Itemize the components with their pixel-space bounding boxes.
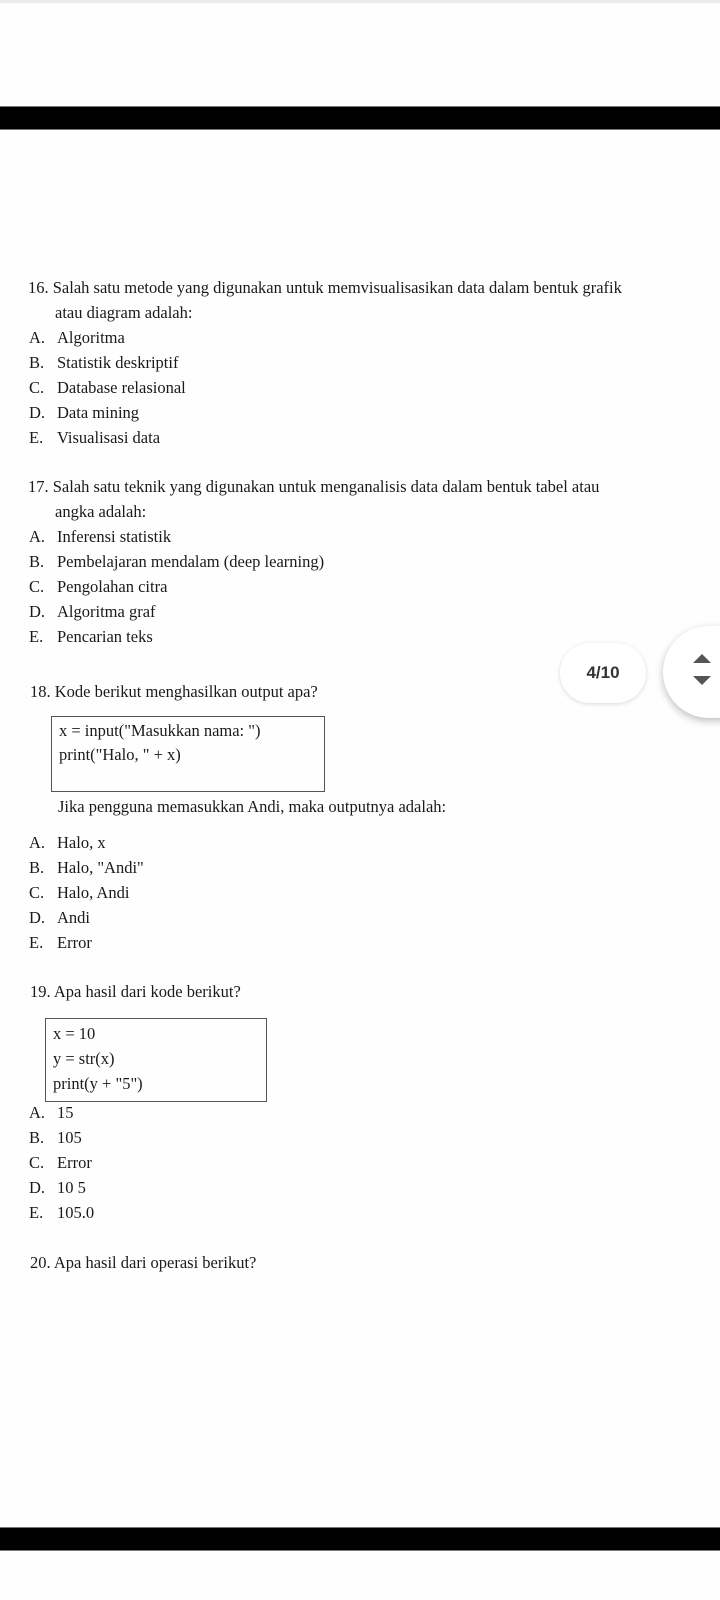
question-followup: Jika pengguna memasukkan Andi, maka outputnya adalah: (58, 797, 447, 816)
option-e: E. Pencarian teks (29, 627, 153, 646)
option-e: E. 105.0 (29, 1203, 95, 1222)
code-box (51, 716, 325, 792)
fast-scroll-handle[interactable] (663, 626, 720, 718)
option-a: A. Algoritma (29, 328, 125, 347)
option-c: C. Error (29, 1153, 92, 1172)
option-c: C. Database relasional (29, 378, 186, 397)
code-line: print("Halo, " + x) (59, 745, 181, 764)
option-b: B. 105 (29, 1128, 82, 1147)
page-indicator (560, 643, 646, 703)
option-a: A. Halo, x (29, 833, 106, 852)
option-b: B. Statistik deskriptif (29, 353, 179, 372)
option-d: D. Algoritma graf (29, 602, 156, 621)
option-b: B. Halo, "Andi" (29, 858, 144, 877)
option-a: A. 15 (29, 1103, 74, 1122)
option-e: E. Error (29, 933, 92, 952)
code-line: print(y + "5") (53, 1074, 143, 1093)
option-e: E. Visualisasi data (29, 428, 161, 447)
page-indicator-label: 4/10 (586, 663, 620, 682)
option-c: C. Pengolahan citra (29, 577, 168, 596)
question-text: 20. Apa hasil dari operasi berikut? (30, 1253, 257, 1272)
code-line: x = input("Masukkan nama: ") (59, 721, 261, 740)
option-b: B. Pembelajaran mendalam (deep learning) (29, 552, 325, 571)
option-d: D. Andi (29, 908, 90, 927)
option-c: C. Halo, Andi (29, 883, 130, 902)
scroll-up-icon (693, 654, 711, 663)
page-separator-bottom (0, 1527, 720, 1551)
page-separator-top (0, 106, 720, 130)
option-d: D. 10 5 (29, 1178, 86, 1197)
question-text-cont: atau diagram adalah: (55, 303, 193, 322)
scroll-down-icon (693, 676, 711, 685)
question-text: 16. Salah satu metode yang digunakan untuk memvisualisasikan data dalam bentuk grafik (28, 278, 622, 297)
option-d: D. Data mining (29, 403, 140, 422)
question-text: 18. Kode berikut menghasilkan output apa? (30, 682, 318, 701)
question-text: 19. Apa hasil dari kode berikut? (30, 982, 241, 1001)
question-text: 17. Salah satu teknik yang digunakan untuk menganalisis data dalam bentuk tabel atau (28, 477, 600, 496)
question-text-cont: angka adalah: (55, 502, 147, 521)
top-edge (0, 0, 720, 3)
option-a: A. Inferensi statistik (29, 527, 172, 546)
code-line: y = str(x) (53, 1049, 115, 1068)
code-line: x = 10 (53, 1024, 96, 1043)
code-box (45, 1018, 267, 1102)
